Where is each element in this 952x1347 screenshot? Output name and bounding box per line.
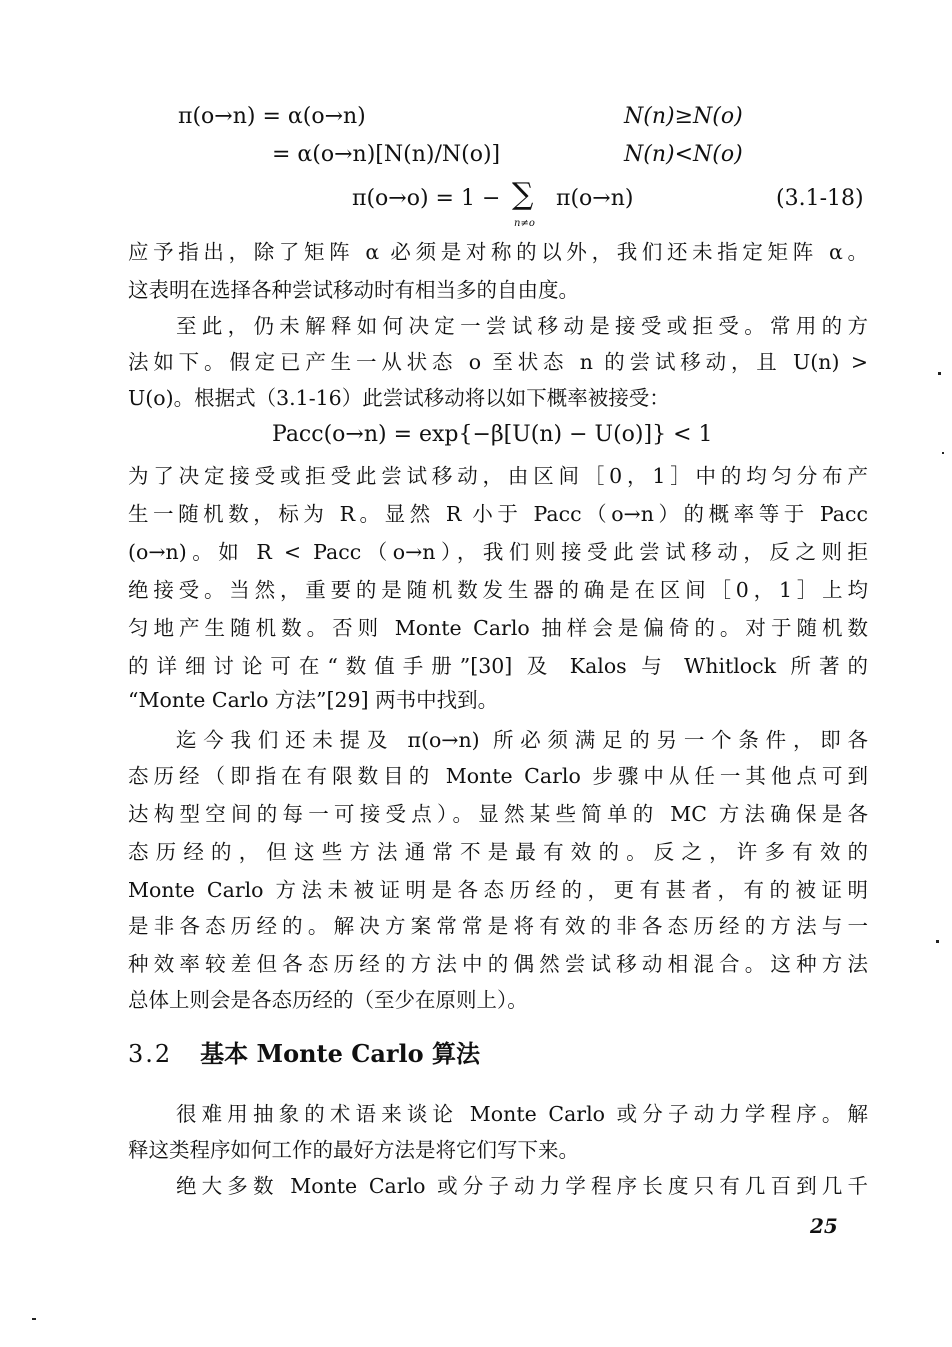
paragraph-3-line-6: 的详细讨论可在“数值手册”[30] 及 Kalos 与 Whitlock 所著的: [128, 654, 868, 678]
paragraph-2-line-1: 至此，仍未解释如何决定一尝试移动是接受或拒受。常用的方: [176, 314, 868, 338]
paragraph-3-line-1: 为了决定接受或拒受此尝试移动，由区间［0，1］中的均匀分布产: [128, 464, 868, 488]
section-title: 基本 Monte Carlo 算法: [200, 1039, 481, 1068]
paragraph-6-line-1: 绝大多数 Monte Carlo 或分子动力学程序长度只有几百到几千: [176, 1174, 868, 1198]
paragraph-4-line-6: 是非各态历经的。解决方案常常是将有效的非各态历经的方法与一: [128, 914, 868, 938]
section-heading: [128, 1034, 480, 1069]
paragraph-4-line-7: 种效率较差但各态历经的方法中的偶然尝试移动相混合。这种方法: [128, 952, 868, 976]
scan-speck: [32, 1318, 36, 1320]
equation-line-2: = α(o→n)[N(n)/N(o)]: [272, 142, 501, 167]
paragraph-2-line-2: 法如下。假定已产生一从状态 o 至状态 n 的尝试移动，且 U(n) >: [128, 350, 868, 374]
paragraph-1-line-1: 应予指出，除了矩阵 α 必须是对称的以外，我们还未指定矩阵 α。: [128, 240, 868, 264]
equation-line-3-term: π(o→n): [556, 186, 634, 211]
paragraph-4-line-3: 达构型空间的每一可接受点）。显然某些简单的 MC 方法确保是各: [128, 802, 868, 826]
paragraph-3-line-3: (o→n)。如 R < Pacc（o→n），我们则接受此尝试移动，反之则拒: [128, 540, 868, 564]
paragraph-4-line-5: Monte Carlo 方法未被证明是各态历经的，更有甚者，有的被证明: [128, 878, 868, 902]
paragraph-5-line-2: 释这类程序如何工作的最好方法是将它们写下来。: [128, 1138, 579, 1162]
summation-symbol: ∑: [512, 177, 534, 212]
equation-condition-2: N(n)<N(o): [624, 142, 743, 167]
scan-speck: [938, 372, 941, 375]
summation-subscript: n≠o: [514, 218, 535, 229]
paragraph-4-line-2: 态历经（即指在有限数目的 Monte Carlo 步骤中从任一其他点可到: [128, 764, 868, 788]
paragraph-3-line-7: “Monte Carlo 方法”[29] 两书中找到。: [128, 688, 499, 712]
paragraph-5-line-1: 很难用抽象的术语来谈论 Monte Carlo 或分子动力学程序。解: [176, 1102, 868, 1126]
paragraph-4-line-4: 态历经的，但这些方法通常不是最有效的。反之，许多有效的: [128, 840, 868, 864]
section-number: 3.2: [128, 1040, 173, 1068]
paragraph-3-line-4: 绝接受。当然，重要的是随机数发生器的确是在区间［0，1］上均: [128, 578, 868, 602]
paragraph-2-line-3: U(o)。根据式（3.1-16）此尝试移动将以如下概率被接受：: [128, 386, 670, 410]
equation-number: (3.1-18): [776, 186, 864, 211]
equation-condition-1: N(n)≥N(o): [624, 104, 743, 129]
scan-speck: [942, 452, 944, 454]
page-number: 25: [810, 1214, 838, 1238]
equation-line-1: π(o→n) = α(o→n): [178, 104, 366, 129]
paragraph-3-line-2: 生一随机数，标为 R。显然 R 小于 Pacc（o→n）的概率等于 Pacc: [128, 502, 868, 526]
paragraph-3-line-5: 匀地产生随机数。否则 Monte Carlo 抽样会是偏倚的。对于随机数: [128, 616, 868, 640]
paragraph-4-line-8: 总体上则会是各态历经的（至少在原则上）。: [128, 988, 528, 1012]
paragraph-1-line-2: 这表明在选择各种尝试移动时有相当多的自由度。: [128, 278, 579, 302]
acceptance-equation: Pacc(o→n) = exp{−β[U(n) − U(o)]} < 1: [272, 422, 713, 447]
scan-speck: [936, 940, 939, 943]
equation-line-3: π(o→o) = 1 −: [352, 186, 501, 211]
paragraph-4-line-1: 迄今我们还未提及 π(o→n) 所必须满足的另一个条件，即各: [176, 728, 868, 752]
